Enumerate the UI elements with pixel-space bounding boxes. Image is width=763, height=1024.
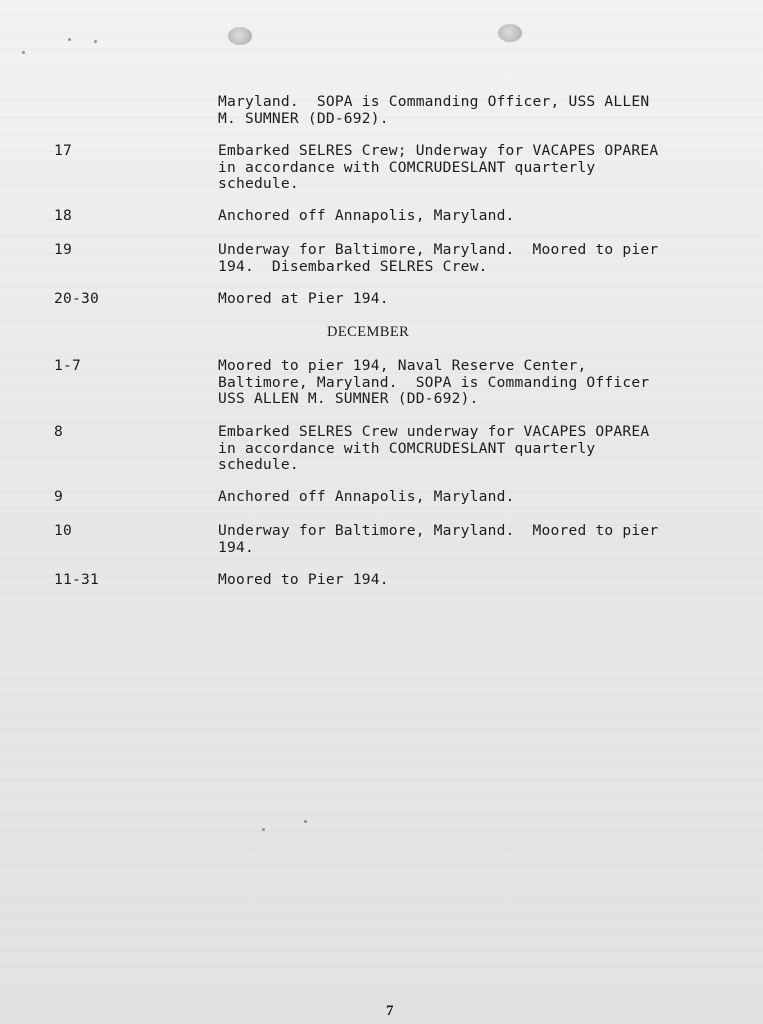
page-number: 7 (386, 1003, 394, 1019)
entry-description: Underway for Baltimore, Maryland. Moored to pier 194. (218, 522, 659, 556)
scan-speck (22, 51, 25, 54)
entry-description: Anchored off Annapolis, Maryland. (218, 207, 515, 224)
entry-description: Embarked SELRES Crew underway for VACAPES OPAREA in accordance with COMCRUDESLANT quarterly schedule. (218, 423, 650, 474)
entry-day: 11-31 (54, 571, 99, 588)
entry-description: Moored to Pier 194. (218, 571, 389, 588)
entry-day: 19 (54, 241, 72, 258)
entry-description: Anchored off Annapolis, Maryland. (218, 488, 515, 505)
entry-day: 9 (54, 488, 63, 505)
entry-day: 1-7 (54, 357, 81, 374)
entry-description: Embarked SELRES Crew; Underway for VACAPES OPAREA in accordance with COMCRUDESLANT quarterly schedule. (218, 142, 659, 193)
punch-hole-left (228, 27, 252, 45)
entry-day: 8 (54, 423, 63, 440)
month-heading: DECEMBER (327, 324, 410, 340)
entry-description: Moored to pier 194, Naval Reserve Center, Baltimore, Maryland. SOPA is Commanding Officer USS ALLEN M. SUMNER (DD-692). (218, 357, 650, 408)
scan-speck (262, 828, 265, 831)
scan-speck (68, 38, 71, 41)
scan-speck (94, 40, 97, 43)
entry-day: 20-30 (54, 290, 99, 307)
entry-day: 10 (54, 522, 72, 539)
entry-day: 17 (54, 142, 72, 159)
entry-description: Underway for Baltimore, Maryland. Moored to pier 194. Disembarked SELRES Crew. (218, 241, 659, 275)
entry-day: 18 (54, 207, 72, 224)
punch-hole-right (498, 24, 522, 42)
entry-description: Moored at Pier 194. (218, 290, 389, 307)
entry-description: Maryland. SOPA is Commanding Officer, USS ALLEN M. SUMNER (DD-692). (218, 93, 650, 127)
scan-speck (304, 820, 307, 823)
